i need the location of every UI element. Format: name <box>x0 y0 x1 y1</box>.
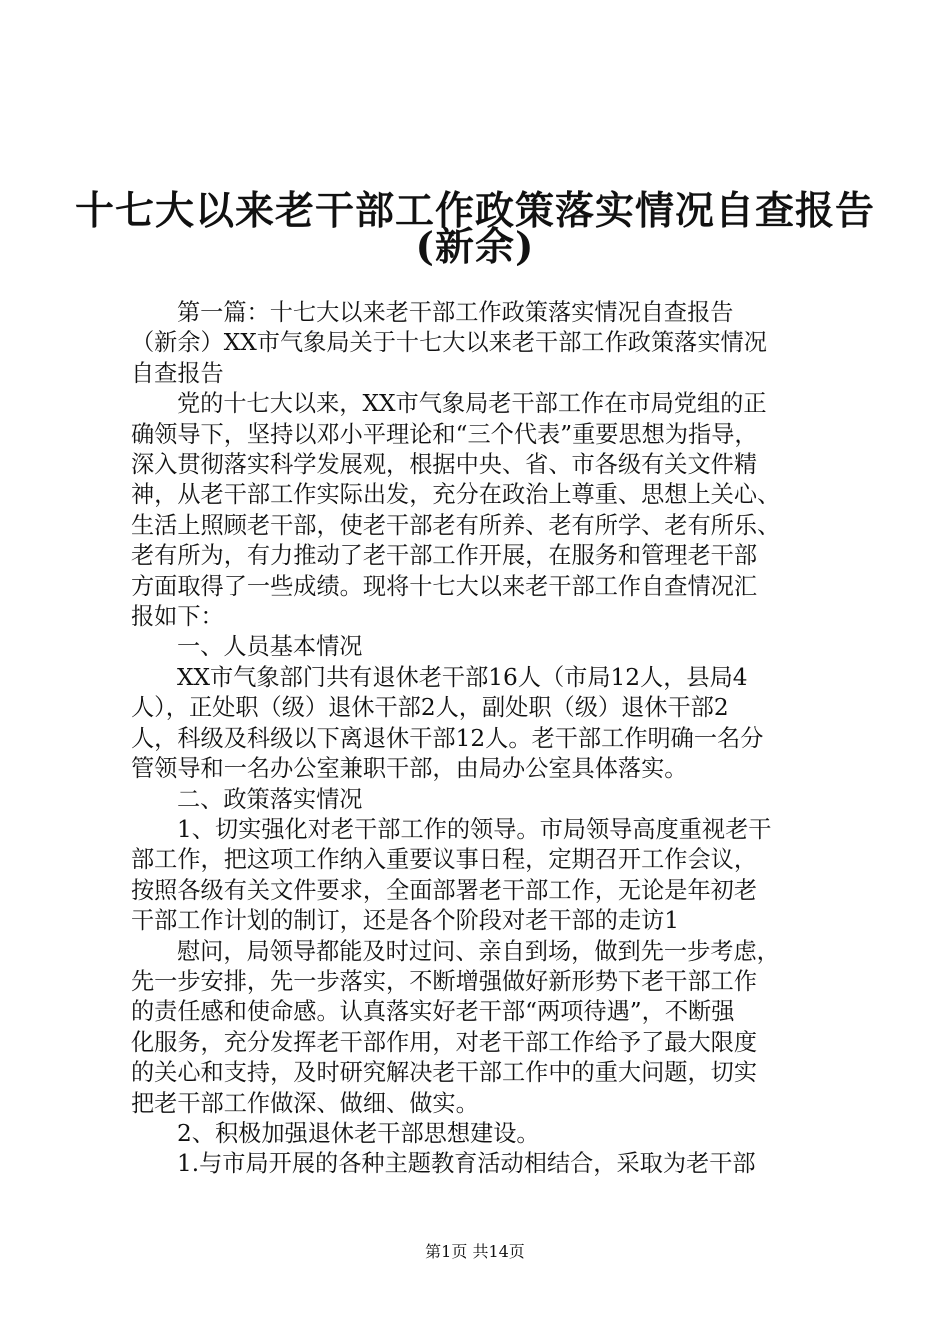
body-line: XX市气象部门共有退休老干部16人（市局12人，县局4 <box>177 663 748 691</box>
body-line: 1.与市局开展的各种主题教育活动相结合，采取为老干部 <box>177 1150 756 1178</box>
body-line: 按照各级有关文件要求，全面部署老干部工作，无论是年初老 <box>131 876 758 904</box>
body-line: 人，科级及科级以下离退休干部12人。老干部工作明确一名分 <box>131 724 764 752</box>
body-line: 先一步安排，先一步落实，不断增强做好新形势下老干部工作 <box>131 967 758 995</box>
body-line: 生活上照顾老干部，使老干部老有所养、老有所学、老有所乐、 <box>131 511 781 539</box>
body-line: 部工作，把这项工作纳入重要议事日程，定期召开工作会议， <box>131 846 758 874</box>
body-line: 深入贯彻落实科学发展观，根据中央、省、市各级有关文件精 <box>131 451 758 479</box>
body-line: 党的十七大以来，XX市气象局老干部工作在市局党组的正 <box>177 390 767 418</box>
body-line: 神，从老干部工作实际出发，充分在政治上尊重、思想上关心、 <box>131 481 781 509</box>
document-title: 十七大以来老干部工作政策落实情况自查报告 <box>74 188 875 234</box>
body-line: 化服务，充分发挥老干部作用，对老干部工作给予了最大限度 <box>131 1028 758 1056</box>
body-line: 管领导和一名办公室兼职干部，由局办公室具体落实。 <box>131 755 688 783</box>
document-title-subtitle: (新余) <box>415 224 535 270</box>
page-number-footer: 第1页 共14页 <box>425 1242 525 1261</box>
body-line: 2、积极加强退休老干部思想建设。 <box>177 1119 540 1147</box>
body-line: 自查报告 <box>131 359 224 387</box>
body-line: 报如下： <box>131 603 224 631</box>
body-line: 老有所为，有力推动了老干部工作开展，在服务和管理老干部 <box>131 542 758 570</box>
body-line: 二、政策落实情况 <box>177 785 363 813</box>
body-line: （新余）XX市气象局关于十七大以来老干部工作政策落实情况 <box>131 329 767 357</box>
body-line: 方面取得了一些成绩。现将十七大以来老干部工作自查情况汇 <box>131 572 758 600</box>
body-line: 的责任感和使命感。认真落实好老干部“两项待遇”，不断强 <box>131 998 735 1026</box>
body-line: 慰问，局领导都能及时过问、亲自到场，做到先一步考虑， <box>177 937 780 965</box>
body-line: 第一篇：十七大以来老干部工作政策落实情况自查报告 <box>177 299 734 326</box>
body-line: 确领导下，坚持以邓小平理论和“三个代表”重要思想为指导， <box>131 420 758 448</box>
body-line: 1、切实强化对老干部工作的领导。市局领导高度重视老干 <box>177 815 772 843</box>
body-line: 干部工作计划的制订，还是各个阶段对老干部的走访1 <box>131 907 680 935</box>
body-line: 把老干部工作做深、做细、做实。 <box>131 1089 479 1117</box>
body-line: 一、人员基本情况 <box>177 633 363 661</box>
body-line: 人），正处职（级）退休干部2人，副处职（级）退休干部2 <box>131 694 729 722</box>
document-body <box>131 298 831 1180</box>
body-line: 的关心和支持，及时研究解决老干部工作中的重大问题，切实 <box>131 1059 758 1087</box>
